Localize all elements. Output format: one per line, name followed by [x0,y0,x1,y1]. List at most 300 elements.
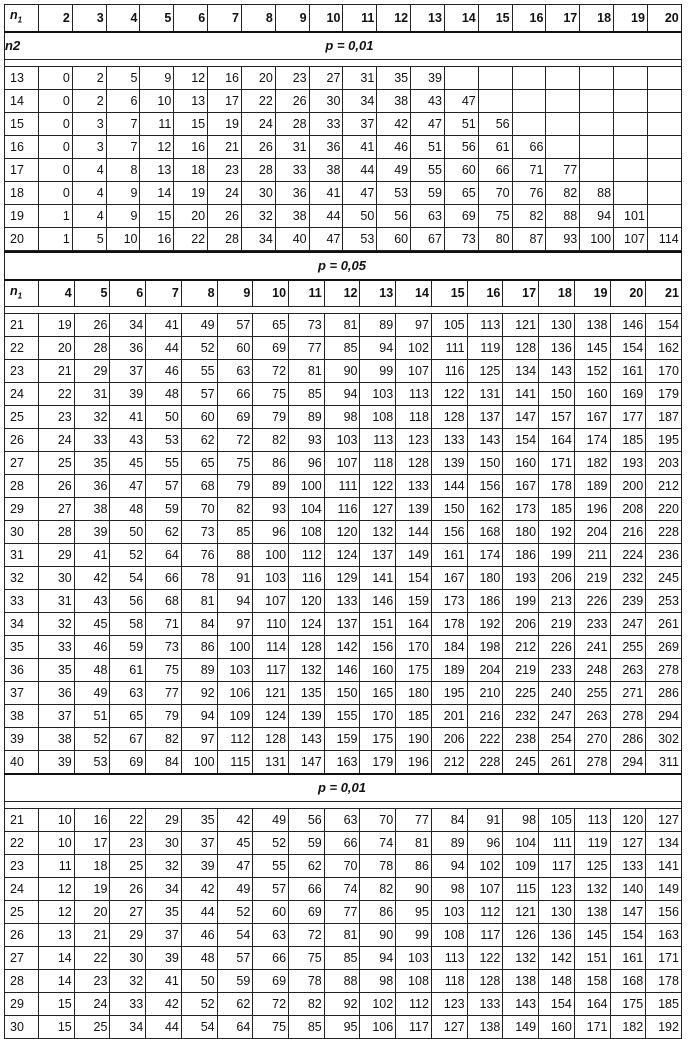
table-cell: 73 [146,636,182,659]
table-cell: 93 [253,498,289,521]
table-cell: 16 [140,227,174,250]
table-cell: 100 [181,751,217,775]
table-cell: 66 [289,878,325,901]
table-cell [512,112,546,135]
table-cell: 66 [146,567,182,590]
table-cell: 77 [289,337,325,360]
table-cell: 22 [110,809,146,832]
table-cell: 39 [146,947,182,970]
table-cell: 82 [289,993,325,1016]
table-cell: 261 [539,751,575,775]
table-cell: 32 [74,406,110,429]
row-label: 15 [5,112,39,135]
table-cell: 34 [110,1016,146,1039]
table-cell: 80 [478,227,512,250]
table-cell: 100 [580,227,614,250]
table-cell: 69 [217,406,253,429]
table-cell: 77 [324,901,360,924]
table-cell: 127 [610,832,646,855]
table-cell: 33 [309,112,343,135]
row-label: 40 [5,751,39,775]
table-cell: 278 [646,659,682,682]
row-label: 23 [5,360,39,383]
table-cell: 51 [411,135,445,158]
table-cell [614,112,648,135]
table-cell: 3 [72,135,106,158]
row-label: 29 [5,498,39,521]
table-cell: 26 [110,878,146,901]
table-cell: 43 [74,590,110,613]
table-cell: 104 [289,498,325,521]
header-cell: 17 [546,5,580,32]
table-cell: 64 [217,1016,253,1039]
table-cell: 25 [74,1016,110,1039]
table-row [5,521,682,544]
table-cell: 25 [110,855,146,878]
table-cell: 49 [74,682,110,705]
table-cell: 41 [309,181,343,204]
table-cell: 247 [610,613,646,636]
table-cell: 53 [343,227,377,250]
table-cell: 263 [610,659,646,682]
table-cell: 175 [610,993,646,1016]
table-cell: 294 [646,705,682,728]
table-cell: 108 [360,406,396,429]
table-row [5,89,682,112]
table-cell: 21 [39,360,75,383]
table-cell: 150 [324,682,360,705]
table-cell: 28 [208,227,242,250]
table-cell: 118 [396,406,432,429]
header-cell: 18 [580,5,614,32]
row-label: 17 [5,158,39,181]
gap-cell [5,59,682,66]
table-cell: 91 [467,809,503,832]
table-cell: 160 [539,1016,575,1039]
table-cell: 131 [467,383,503,406]
table-cell: 84 [181,613,217,636]
table-cell: 36 [39,682,75,705]
table-cell: 20 [174,204,208,227]
table-cell: 51 [444,112,478,135]
table-cell: 196 [574,498,610,521]
table-cell: 107 [467,878,503,901]
table-cell: 54 [110,567,146,590]
table-cell: 22 [174,227,208,250]
table-cell: 42 [74,567,110,590]
table-cell: 156 [431,521,467,544]
table-cell: 22 [241,89,275,112]
table-cell: 148 [539,970,575,993]
table-cell: 5 [106,66,140,89]
table-cell: 88 [546,204,580,227]
table-cell: 81 [181,590,217,613]
table-cell: 46 [377,135,411,158]
table-cell [478,66,512,89]
row-label: 33 [5,590,39,613]
table-cell: 10 [106,227,140,250]
table-cell: 106 [217,682,253,705]
table-cell: 168 [610,970,646,993]
table-cell: 164 [574,993,610,1016]
header-cell: 18 [539,280,575,307]
table-cell: 294 [610,751,646,775]
table-cell [647,112,681,135]
table-cell: 81 [324,924,360,947]
row-label: 23 [5,855,39,878]
table-cell: 103 [396,947,432,970]
table-cell: 46 [74,636,110,659]
table-cell: 63 [217,360,253,383]
table-cell: 185 [646,993,682,1016]
table-cell: 69 [253,337,289,360]
table-row [5,636,682,659]
table-cell: 180 [503,521,539,544]
table-cell: 38 [309,158,343,181]
table-row [5,970,682,993]
table-cell: 130 [539,901,575,924]
table-cell: 150 [467,452,503,475]
table-cell: 10 [140,89,174,112]
header-label-n1 [5,5,39,32]
table-cell: 70 [360,809,396,832]
table-cell: 65 [444,181,478,204]
table-cell: 131 [253,751,289,775]
table-cell: 9 [140,66,174,89]
row-label: 14 [5,89,39,112]
table-cell: 186 [503,544,539,567]
n-symbol: n [10,284,18,298]
table-cell: 232 [503,705,539,728]
table-cell: 85 [324,337,360,360]
table-cell: 66 [478,158,512,181]
table-row [5,1016,682,1039]
table-cell: 122 [467,947,503,970]
table-cell: 59 [146,498,182,521]
table-cell: 50 [181,970,217,993]
table-cell: 75 [253,1016,289,1039]
table-cell: 0 [39,181,73,204]
table-cell: 102 [396,337,432,360]
table-cell: 193 [610,452,646,475]
table-cell: 52 [217,901,253,924]
table-cell: 117 [253,659,289,682]
table-cell: 15 [39,993,75,1016]
table-cell [546,89,580,112]
table-cell: 48 [146,383,182,406]
table-cell: 82 [546,181,580,204]
table-cell: 18 [174,158,208,181]
table-cell: 36 [74,475,110,498]
table-cell: 134 [646,832,682,855]
table-cell: 112 [396,993,432,1016]
table-cell: 212 [431,751,467,775]
table-cell: 115 [503,878,539,901]
table-cell: 77 [146,682,182,705]
table-row [5,406,682,429]
table-cell: 160 [574,383,610,406]
table-cell: 7 [106,112,140,135]
table-cell: 77 [546,158,580,181]
table-cell: 100 [217,636,253,659]
table-cell: 138 [503,970,539,993]
table-cell: 94 [360,337,396,360]
table-cell: 102 [467,855,503,878]
table-cell: 100 [253,544,289,567]
table-cell: 16 [74,809,110,832]
table-cell: 62 [146,521,182,544]
table-cell: 128 [503,337,539,360]
table-cell: 204 [574,521,610,544]
table-cell: 253 [646,590,682,613]
table-cell: 92 [181,682,217,705]
table-row [5,590,682,613]
table-cell: 59 [110,636,146,659]
table-cell: 44 [181,901,217,924]
table-cell: 33 [110,993,146,1016]
table-cell: 162 [467,498,503,521]
table-cell: 75 [478,204,512,227]
table-cell: 111 [539,832,575,855]
table-cell: 26 [39,475,75,498]
table-row [5,901,682,924]
table-cell: 121 [503,314,539,337]
table-cell: 169 [610,383,646,406]
table-cell: 147 [610,901,646,924]
table-cell: 137 [467,406,503,429]
table-cell: 61 [110,659,146,682]
table-cell: 43 [411,89,445,112]
table-cell: 173 [431,590,467,613]
table-cell: 52 [110,544,146,567]
table-cell: 2 [72,66,106,89]
table-cell: 161 [610,360,646,383]
table-cell: 10 [39,832,75,855]
table-cell: 113 [574,809,610,832]
table-cell: 30 [146,832,182,855]
table-cell: 85 [324,947,360,970]
table-cell: 56 [377,204,411,227]
table-cell: 219 [503,659,539,682]
table-cell: 133 [610,855,646,878]
table-cell: 94 [580,204,614,227]
row-label: 30 [5,1016,39,1039]
table-cell: 33 [275,158,309,181]
table-cell: 26 [275,89,309,112]
table-cell: 22 [39,383,75,406]
table-cell: 72 [217,429,253,452]
table-cell: 245 [646,567,682,590]
table-row [5,659,682,682]
table-cell: 41 [146,970,182,993]
table-cell: 132 [574,878,610,901]
table-cell: 85 [217,521,253,544]
table-cell: 69 [110,751,146,775]
table-cell: 48 [110,498,146,521]
table-cell: 68 [146,590,182,613]
table-cell: 143 [503,993,539,1016]
table-cell: 168 [467,521,503,544]
table-cell: 120 [610,809,646,832]
table-cell: 241 [574,636,610,659]
row-label: 38 [5,705,39,728]
table-cell: 159 [396,590,432,613]
table-cell: 302 [646,728,682,751]
table-cell: 163 [324,751,360,775]
table-cell: 54 [181,1016,217,1039]
table-cell: 138 [467,1016,503,1039]
table-cell: 82 [253,429,289,452]
table-cell: 39 [181,855,217,878]
table-cell: 31 [39,590,75,613]
table-cell: 32 [146,855,182,878]
table-cell: 106 [360,1016,396,1039]
table-cell: 91 [217,567,253,590]
row-label: 28 [5,475,39,498]
table-cell: 254 [539,728,575,751]
header-cell: 15 [478,5,512,32]
table-row [5,498,682,521]
table-cell: 226 [539,636,575,659]
table-cell: 52 [253,832,289,855]
table-cell: 206 [431,728,467,751]
table-cell: 73 [289,314,325,337]
table-cell: 28 [74,337,110,360]
n-symbol: n [10,8,18,22]
table-cell: 278 [574,751,610,775]
table-cell: 137 [324,613,360,636]
table-cell: 117 [467,924,503,947]
table-cell: 90 [360,924,396,947]
table-cell: 199 [539,544,575,567]
table-cell: 12 [39,878,75,901]
table-cell: 156 [646,901,682,924]
table-cell: 120 [324,521,360,544]
table-cell: 108 [396,970,432,993]
table-cell: 233 [574,613,610,636]
table-cell: 255 [610,636,646,659]
table-cell: 212 [503,636,539,659]
table-cell: 154 [610,337,646,360]
table-cell: 19 [174,181,208,204]
row-label: 13 [5,66,39,89]
section-title: p = 0,05 [5,252,682,280]
table-cell: 30 [110,947,146,970]
table-cell: 133 [467,993,503,1016]
table-cell: 232 [610,567,646,590]
header-cell: 17 [503,280,539,307]
table-row [5,204,682,227]
table-cell: 50 [146,406,182,429]
table-cell [546,66,580,89]
table-cell: 271 [610,682,646,705]
table-cell: 123 [431,993,467,1016]
table-cell: 119 [574,832,610,855]
table-cell: 21 [74,924,110,947]
table-cell: 122 [360,475,396,498]
table-cell: 52 [181,337,217,360]
table-cell: 147 [503,406,539,429]
table-cell: 4 [72,204,106,227]
table-cell: 141 [646,855,682,878]
table-cell: 66 [253,947,289,970]
table-cell: 190 [396,728,432,751]
table-cell: 133 [396,475,432,498]
table-cell: 50 [343,204,377,227]
table-cell: 128 [396,452,432,475]
table-cell: 213 [539,590,575,613]
header-cell: 16 [512,5,546,32]
table-cell: 103 [360,383,396,406]
table-cell: 132 [289,659,325,682]
table-cell: 49 [377,158,411,181]
table-cell: 130 [539,314,575,337]
table-cell: 185 [610,429,646,452]
table-cell: 47 [309,227,343,250]
table-cell: 151 [574,947,610,970]
table-row [5,66,682,89]
table-cell: 177 [610,406,646,429]
table-cell: 16 [174,135,208,158]
header-cell: 9 [275,5,309,32]
table-cell: 238 [503,728,539,751]
table-cell: 99 [396,924,432,947]
table-row [5,832,682,855]
table-cell: 82 [217,498,253,521]
table-cell: 29 [110,924,146,947]
row-label: 34 [5,613,39,636]
table-cell: 44 [146,337,182,360]
table-cell: 24 [74,993,110,1016]
table-cell: 115 [217,751,253,775]
header-cell: 11 [343,5,377,32]
table-cell: 117 [539,855,575,878]
table-cell: 65 [181,452,217,475]
table-cell: 8 [106,158,140,181]
row-label: 26 [5,429,39,452]
header-row [5,280,682,307]
table-cell: 47 [343,181,377,204]
table-cell: 42 [217,809,253,832]
table-cell: 55 [181,360,217,383]
table-cell: 136 [539,924,575,947]
table-cell: 32 [241,204,275,227]
table-cell: 144 [396,521,432,544]
table-cell [647,158,681,181]
table-cell: 32 [39,613,75,636]
table-cell: 45 [217,832,253,855]
table-cell: 63 [253,924,289,947]
table-cell: 196 [396,751,432,775]
table-cell: 36 [309,135,343,158]
table-cell: 74 [324,878,360,901]
header-cell: 10 [309,5,343,32]
table-cell: 114 [647,227,681,250]
header-cell: 19 [614,5,648,32]
table-cell: 34 [241,227,275,250]
table-cell: 47 [444,89,478,112]
table-cell [580,135,614,158]
table-row [5,181,682,204]
table-cell: 23 [110,832,146,855]
table-cell: 105 [431,314,467,337]
table-cell: 63 [324,809,360,832]
table-cell: 24 [241,112,275,135]
table-cell: 143 [467,429,503,452]
table-cell: 44 [343,158,377,181]
table-cell: 228 [467,751,503,775]
table-cell: 154 [396,567,432,590]
